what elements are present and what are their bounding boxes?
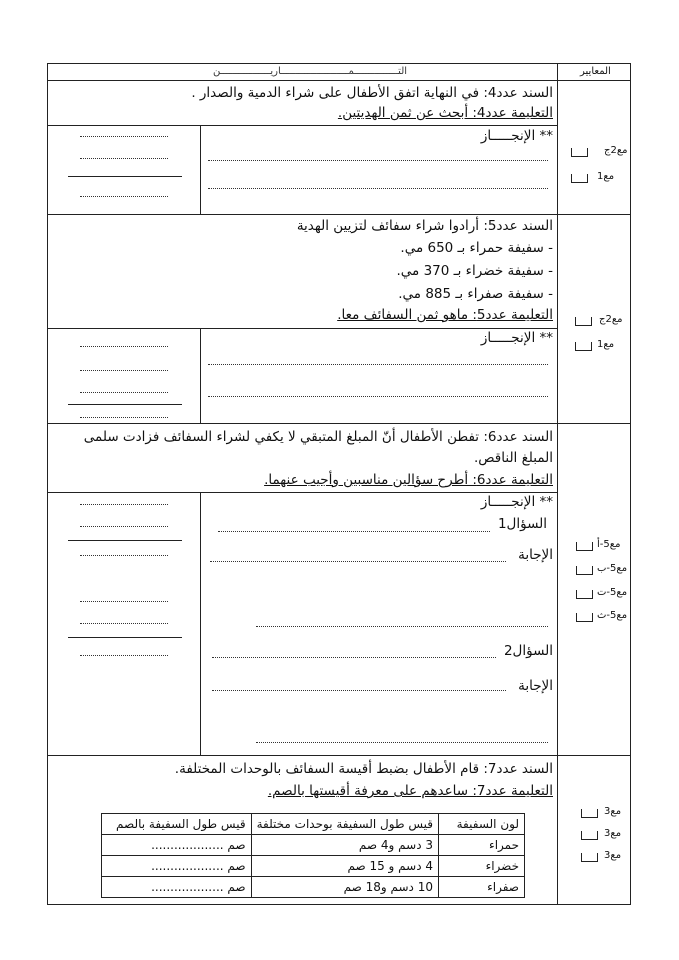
color-cell: خضراء — [439, 856, 525, 877]
answer-divider — [200, 125, 201, 214]
answer-1-line[interactable] — [210, 561, 506, 562]
criteria-column-divider — [557, 63, 558, 905]
measurements-table — [101, 813, 525, 898]
sanad-6-line1: السند عدد6: تفطن الأطفال أنّ المبلغ المتبقي لا يكفي لشراء السفائف فزادت سلمى — [83, 429, 553, 445]
score-box[interactable] — [571, 174, 588, 183]
criterion-label: مع3 — [604, 828, 622, 839]
sanad-7: السند عدد7: قام الأطفال بضبط أقيسة السفائف بالوحدات المختلفة. — [174, 761, 553, 777]
score-box[interactable] — [576, 613, 593, 622]
units-cell: 4 دسم و 15 صم — [251, 856, 438, 877]
question-2-label: السؤال2 — [503, 643, 553, 659]
divider — [47, 755, 631, 756]
divider — [47, 214, 631, 215]
criterion-label: مع5-ث — [597, 610, 628, 621]
units-cell: 3 دسم و4 صم — [251, 835, 438, 856]
divider — [47, 423, 631, 424]
cm-answer-cell[interactable]: صم ................... — [102, 877, 252, 898]
criterion-label: مع3 — [604, 850, 622, 861]
work-line[interactable] — [80, 655, 168, 656]
criterion-label: مع1 — [597, 171, 615, 182]
divider — [47, 492, 557, 493]
item-red: - سفيفة حمراء بـ 650 مي. — [400, 240, 553, 256]
injaz-5: ** الإنجـــــاز — [480, 330, 553, 346]
answer-1-label: الإجابة — [518, 547, 553, 563]
score-box[interactable] — [575, 317, 592, 326]
answer-2-line[interactable] — [256, 742, 548, 743]
exercises-title: التـــــــــــــــمـــــــــــــــــــــــاريـــــــــــــــــن — [212, 66, 408, 77]
criterion-label: مع3 — [604, 806, 622, 817]
criterion-label: مع5-ب — [597, 563, 628, 574]
work-line[interactable] — [80, 370, 168, 371]
color-cell: حمراء — [439, 835, 525, 856]
score-box[interactable] — [581, 831, 598, 840]
answer-1-line[interactable] — [256, 626, 548, 627]
answer-2-label: الإجابة — [518, 678, 553, 694]
table-row — [102, 877, 525, 898]
answer-divider — [200, 328, 201, 423]
header-divider — [47, 80, 631, 81]
operation-bar — [68, 176, 182, 177]
operation-bar — [68, 637, 182, 638]
score-box[interactable] — [576, 542, 593, 551]
item-yellow: - سفيفة صفراء بـ 885 مي. — [398, 286, 553, 302]
cm-answer-cell[interactable]: صم ................... — [102, 856, 252, 877]
answer-line[interactable] — [208, 160, 548, 161]
work-line[interactable] — [80, 392, 168, 393]
table-header-cell: لون السفيفة — [439, 814, 525, 835]
work-line[interactable] — [80, 555, 168, 556]
answer-line[interactable] — [208, 396, 548, 397]
item-green: - سفيفة خضراء بـ 370 مي. — [396, 263, 553, 279]
divider — [47, 328, 557, 329]
taalima-7: التعليمة عدد7: ساعدهم على معرفة أقيستها بالصم. — [267, 783, 553, 799]
table-header-cell: قيس طول السفيفة بالصم — [102, 814, 252, 835]
taalima-5: التعليمة عدد5: ماهو ثمن السفائف معا. — [337, 307, 553, 323]
score-box[interactable] — [581, 809, 598, 818]
table-header-cell: قيس طول السفيفة بوحدات مختلفة — [251, 814, 438, 835]
score-box[interactable] — [576, 590, 593, 599]
injaz-6: ** الإنجـــــاز — [480, 494, 553, 510]
criterion-label: مع1 — [597, 339, 615, 350]
score-box[interactable] — [576, 566, 593, 575]
work-line[interactable] — [80, 346, 168, 347]
taalima-6: التعليمة عدد6: أطرح سؤالين مناسبين وأجيب عنهما. — [264, 472, 553, 488]
operation-bar — [68, 540, 182, 541]
operation-bar — [68, 404, 182, 405]
work-line[interactable] — [80, 623, 168, 624]
question-2-line[interactable] — [212, 657, 496, 658]
work-line[interactable] — [80, 417, 168, 418]
score-box[interactable] — [571, 148, 588, 157]
units-cell: 10 دسم و18 صم — [251, 877, 438, 898]
criterion-label: مع5-ت — [597, 587, 628, 598]
divider — [47, 125, 557, 126]
answer-divider — [200, 492, 201, 755]
sanad-4: السند عدد4: في النهاية اتفق الأطفال على شراء الدمية والصدار . — [191, 85, 553, 101]
question-1-label: السؤال1 — [497, 516, 547, 532]
cm-answer-cell[interactable]: صم ................... — [102, 835, 252, 856]
work-line[interactable] — [80, 526, 168, 527]
work-line[interactable] — [80, 196, 168, 197]
work-line[interactable] — [80, 504, 168, 505]
work-line[interactable] — [80, 601, 168, 602]
criterion-label: مع5-أ — [597, 539, 621, 550]
table-row — [102, 835, 525, 856]
question-1-line[interactable] — [218, 531, 490, 532]
taalima-4: التعليمة عدد4: أبحث عن ثمن الهديتين. — [337, 105, 553, 121]
sanad-5: السند عدد5: أرادوا شراء سفائف لتزيين الهدية — [296, 218, 553, 234]
table-header-row — [102, 814, 525, 835]
work-line[interactable] — [80, 136, 168, 137]
table-row — [102, 856, 525, 877]
criterion-label: مع2ج — [604, 145, 628, 156]
work-line[interactable] — [80, 158, 168, 159]
score-box[interactable] — [575, 342, 592, 351]
color-cell: صفراء — [439, 877, 525, 898]
sanad-6-line2: المبلغ الناقص. — [473, 450, 553, 466]
score-box[interactable] — [581, 853, 598, 862]
answer-2-line[interactable] — [212, 690, 506, 691]
criterion-label: مع2ج — [599, 314, 623, 325]
injaz-4: ** الإنجـــــاز — [480, 128, 553, 144]
criteria-header: المعايير — [580, 66, 611, 77]
answer-line[interactable] — [208, 188, 548, 189]
answer-line[interactable] — [208, 364, 548, 365]
